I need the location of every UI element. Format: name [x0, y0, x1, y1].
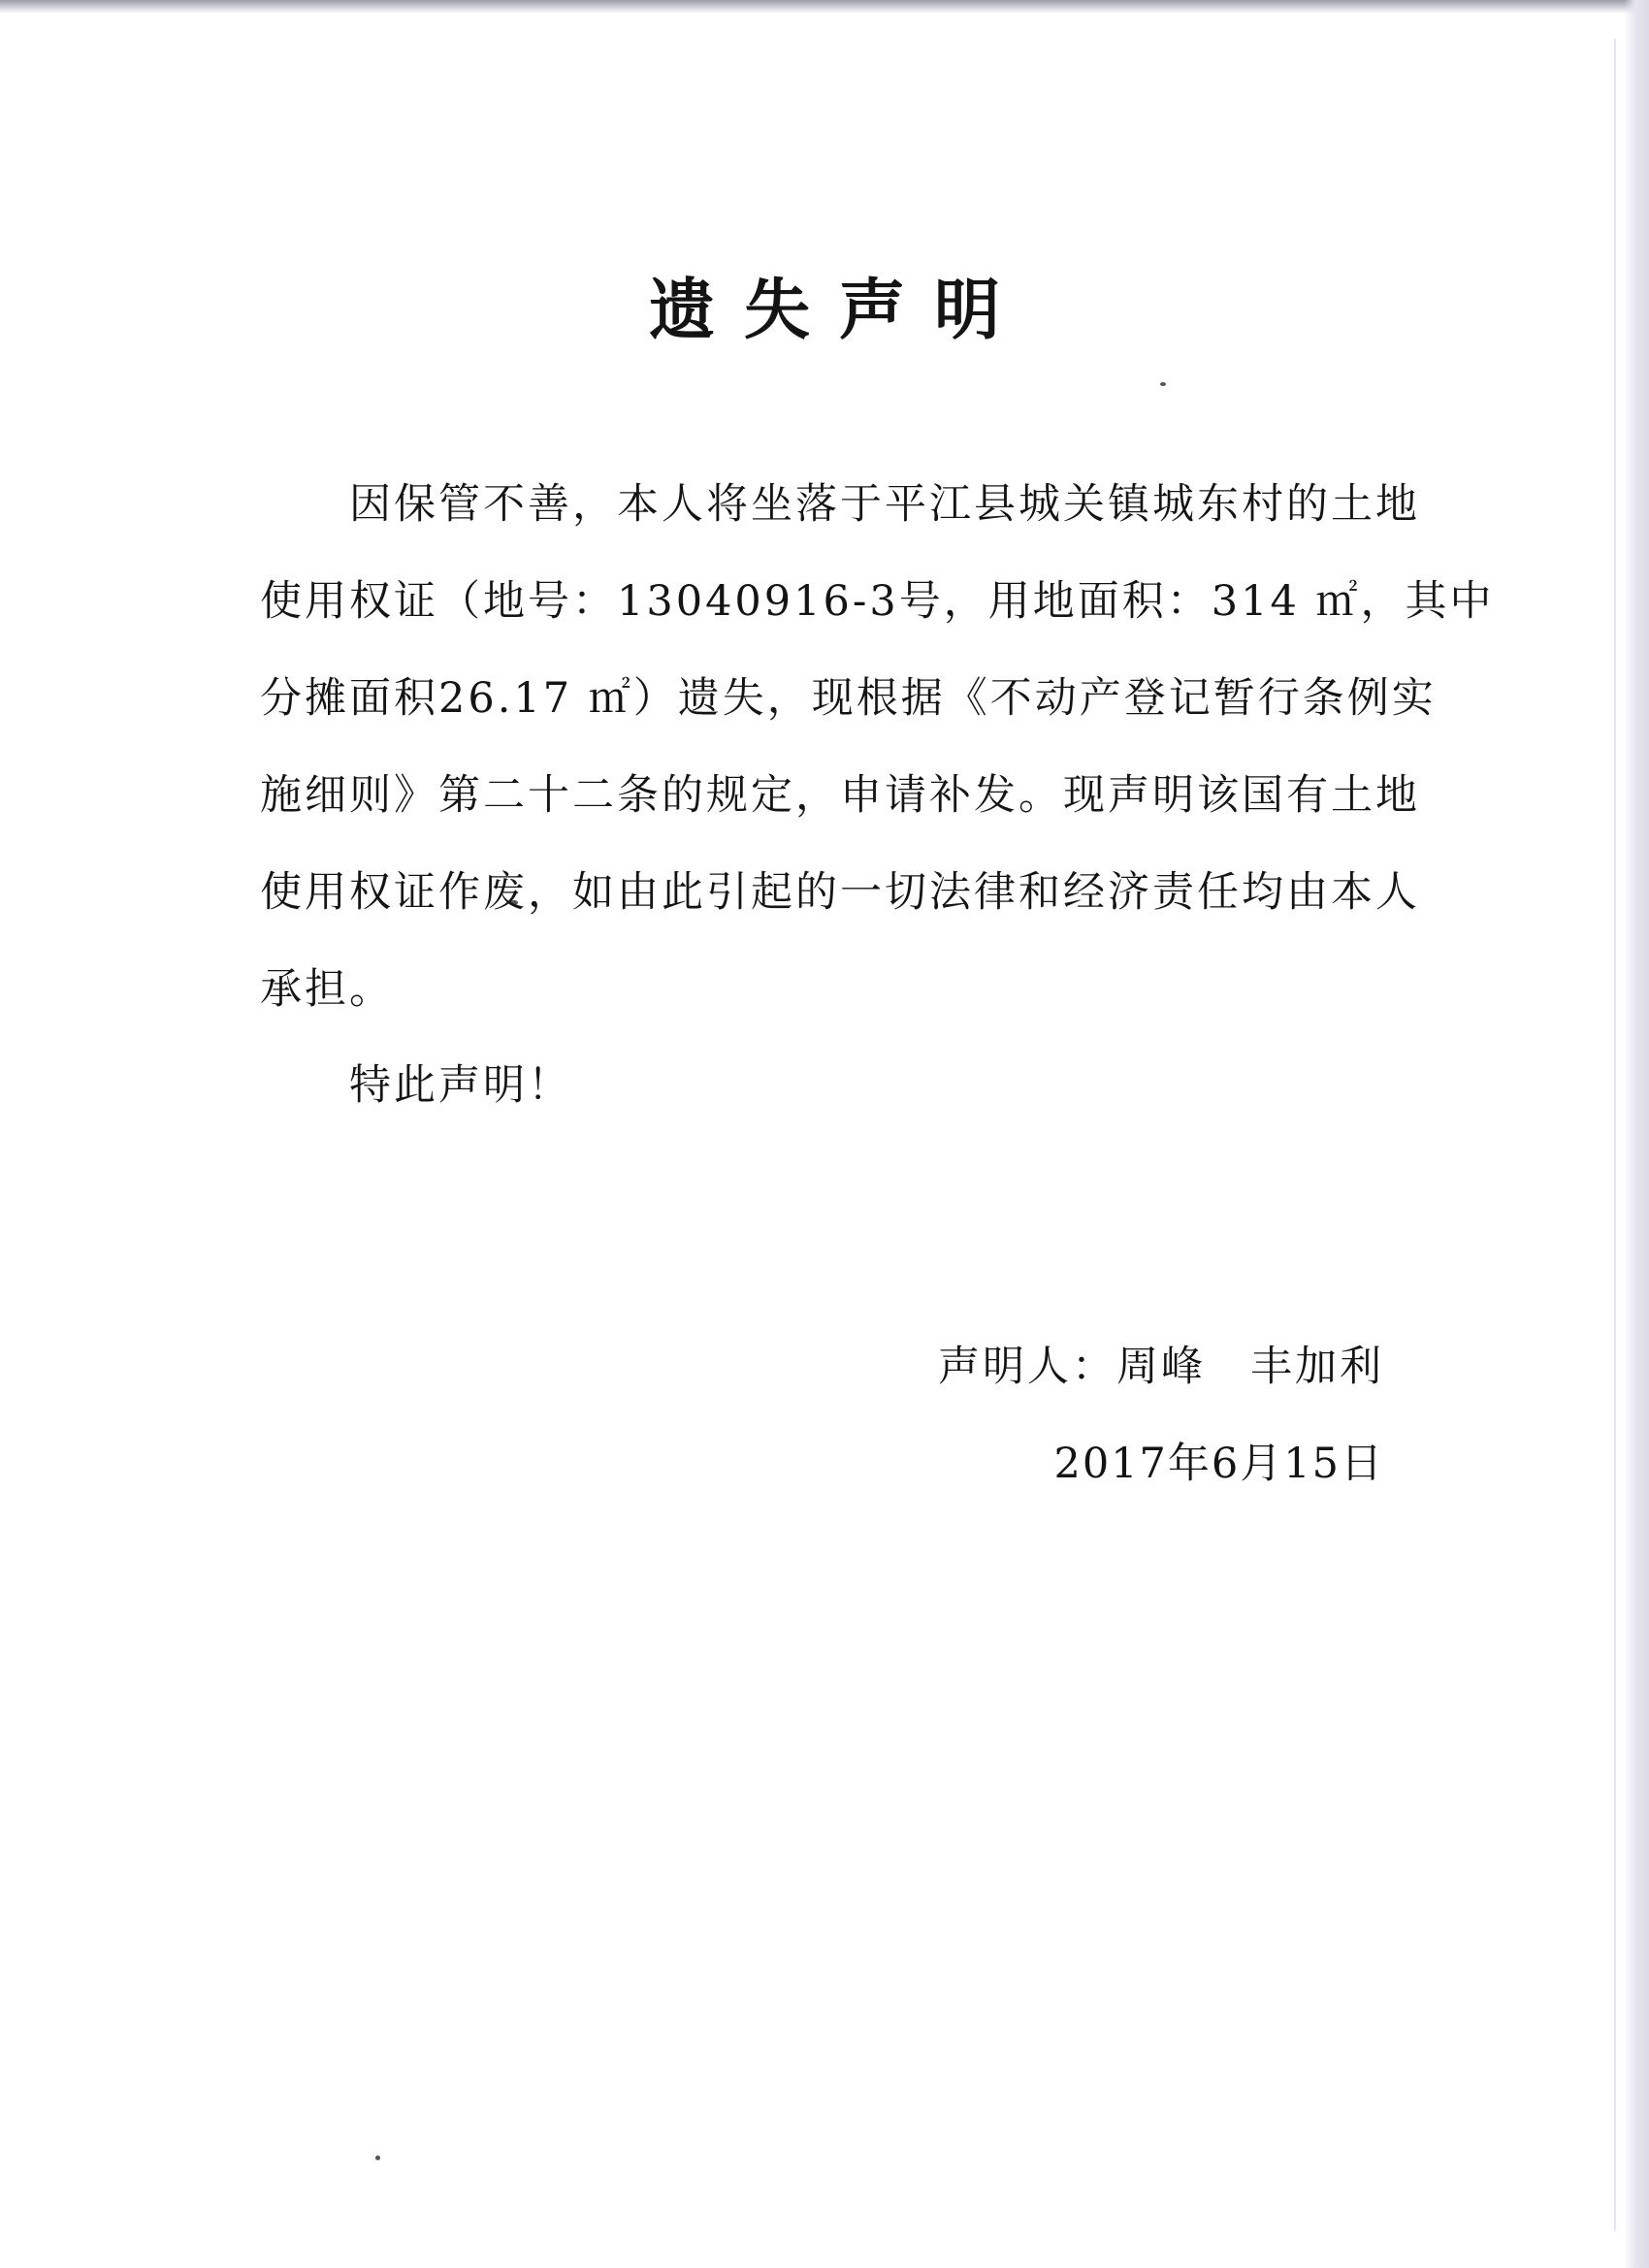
paragraph-line: 使用权证（地号：13040916-3号，用地面积：314 ㎡，其中 — [260, 577, 1495, 626]
scan-edge-line — [1614, 39, 1616, 2231]
scan-edge-top — [0, 0, 1649, 14]
closing-statement: 特此声明！ — [349, 1061, 572, 1110]
paragraph-line: 分摊面积26.17 ㎡）遗失，现根据《不动产登记暂行条例实 — [260, 674, 1437, 723]
paragraph-line: 使用权证作废，如由此引起的一切法律和经济责任均由本人 — [260, 868, 1420, 917]
paragraph-line: 施细则》第二十二条的规定，申请补发。现声明该国有土地 — [260, 771, 1420, 820]
declaration-date: 2017年6月15日 — [1053, 1440, 1384, 1488]
declarant-names: 声明人：周峰 丰加利 — [938, 1343, 1384, 1391]
scan-speck — [375, 2155, 380, 2160]
document-title: 遗失声明 — [648, 273, 1029, 349]
paragraph-line: 因保管不善，本人将坐落于平江县城关镇城东村的土地 — [260, 480, 1420, 529]
paragraph-line: 承担。 — [260, 965, 394, 1014]
declaration-paragraph — [260, 456, 1495, 1038]
scan-speck — [1160, 382, 1166, 386]
